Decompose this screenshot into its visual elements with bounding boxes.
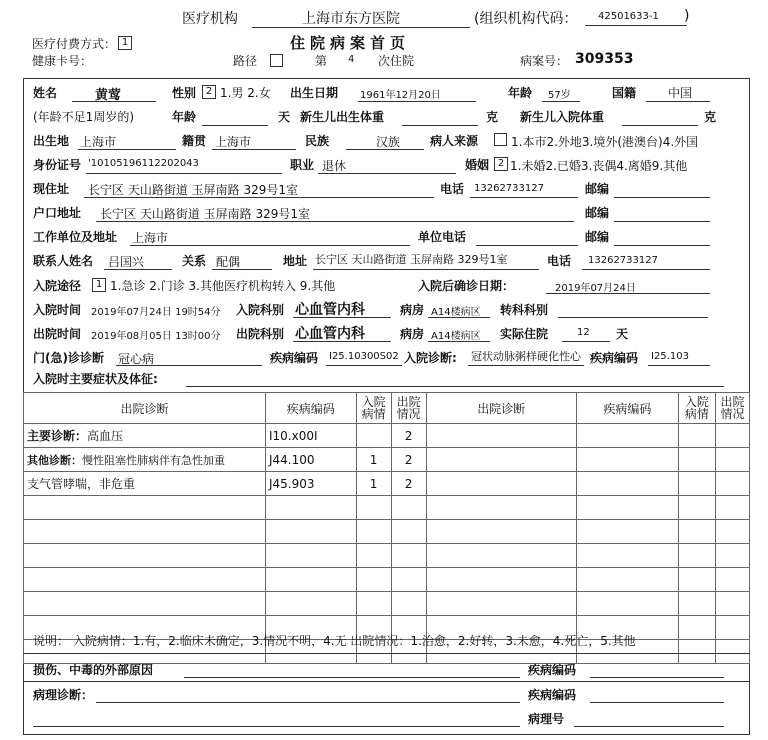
injury-label: 损伤、中毒的外部原因 xyxy=(33,663,154,677)
patient-source-options: 1.本市2.外地3.境外(港澳台)4.外国 xyxy=(511,135,699,149)
table-row-empty xyxy=(24,544,750,568)
nation-label: 国籍 xyxy=(612,86,637,100)
dx-adm xyxy=(356,424,391,448)
admission-time-label: 入院时间 xyxy=(33,303,82,317)
patient-name: 黄莺 xyxy=(95,88,122,103)
institution-label: 医疗机构 xyxy=(182,11,238,27)
marital-options: 1.未婚2.已婚3.丧偶4.离婚9.其他 xyxy=(510,159,688,173)
route-value[interactable]: 1 xyxy=(92,278,106,292)
col-dx-right: 出院诊断 xyxy=(426,393,576,424)
institution-name: 上海市东方医院 xyxy=(302,11,400,27)
dx-code: J45.903 xyxy=(266,472,357,496)
confirm-date-label: 入院后确诊日期： xyxy=(418,279,515,293)
household-value: 长宁区 天山路街道 玉屏南路 329号1室 xyxy=(100,207,310,221)
ward-label-2: 病房 xyxy=(400,327,425,341)
legend-note: 说明： 入院病情：1.有，2.临床未确定，3.情况不明，4.无 出院情况：1.治愈，2.好转，3.未愈，4.死亡，5.其他 xyxy=(33,634,636,648)
table-row xyxy=(24,424,750,448)
dx-dis: 2 xyxy=(391,472,426,496)
col-adm-right: 入院病情 xyxy=(678,393,715,424)
native-place-label: 籍贯 xyxy=(182,134,207,148)
nb-weight-unit-2: 克 xyxy=(704,110,717,124)
stay-value: 12 xyxy=(577,327,590,338)
org-code: 42501633-1 xyxy=(598,11,659,22)
ethnic-label: 民族 xyxy=(305,134,330,148)
ward-value-2: A14楼病区 xyxy=(431,331,481,342)
zip-label-2: 邮编 xyxy=(585,206,610,220)
pathology-code-label: 疾病编码 xyxy=(528,688,577,702)
table-row-empty xyxy=(24,592,750,616)
address-value: 长宁区 天山路街道 玉屏南路 329号1室 xyxy=(88,183,298,197)
col-dx-left: 出院诊断 xyxy=(24,393,266,424)
id-number: '101051961122020​43 xyxy=(88,158,199,169)
admission-seq: 4 xyxy=(348,54,355,65)
relation-label: 关系 xyxy=(182,254,207,268)
org-code-underline xyxy=(585,25,687,26)
dx-code: J44.100 xyxy=(266,448,357,472)
org-code-label: (组织机构代码： xyxy=(474,11,578,27)
zip-label-3: 邮编 xyxy=(585,230,610,244)
work-label: 工作单位及地址 xyxy=(33,230,118,244)
adm-code-label: 疾病编码 xyxy=(590,351,639,365)
route-options: 1.急诊 2.门诊 3.其他医疗机构转入 9.其他 xyxy=(110,279,336,293)
dx-dis: 2 xyxy=(391,448,426,472)
household-label: 户口地址 xyxy=(33,206,82,220)
stay-unit: 天 xyxy=(616,327,629,341)
admission-dept-label: 入院科别 xyxy=(236,303,285,317)
stay-label: 实际住院 xyxy=(500,327,549,341)
work-phone-label: 单位电话 xyxy=(418,230,467,244)
patient-source-checkbox[interactable] xyxy=(494,133,507,146)
nb-birth-weight-label: 新生儿出生体重 xyxy=(300,110,385,124)
discharge-diagnosis-table xyxy=(23,392,750,664)
patient-source-label: 病人来源 xyxy=(430,134,479,148)
page-title: 住院病案首页 xyxy=(290,34,411,52)
contact-name: 吕国兴 xyxy=(108,255,145,269)
table-header xyxy=(24,393,750,424)
dx-dis: 2 xyxy=(391,424,426,448)
col-code-right: 疾病编码 xyxy=(576,393,678,424)
id-label: 身份证号 xyxy=(33,158,82,172)
marital-value[interactable]: 2 xyxy=(494,157,508,171)
admission-dept-value: 心血管内科 xyxy=(295,302,365,318)
dx-code: I10.x00I xyxy=(266,424,357,448)
discharge-dept-label: 出院科别 xyxy=(236,327,285,341)
sex-label: 性别 xyxy=(172,86,197,100)
contact-address-value: 长宁区 天山路街道 玉屏南路 329号1室 xyxy=(315,253,508,266)
table-row-empty xyxy=(24,520,750,544)
age-label: 年龄 xyxy=(508,86,533,100)
admission-time-value: 2019年07月24日 19时54分 xyxy=(91,307,221,318)
dx-name: 慢性阻塞性肺病伴有急性加重 xyxy=(82,453,225,467)
transfer-dept-label: 转科科别 xyxy=(500,303,549,317)
birth-date: 1961年12月20日 xyxy=(360,90,441,101)
health-card-label: 健康卡号： xyxy=(32,54,93,68)
contact-phone-value: 13262733127 xyxy=(588,255,658,266)
row-label: 其他诊断： xyxy=(27,453,82,467)
infant-note: (年龄不足1周岁的) xyxy=(33,110,134,124)
er-dx-label: 门(急)诊诊断 xyxy=(33,351,104,365)
admission-seq-suffix: 次住院 xyxy=(378,54,415,68)
path-label: 路径 xyxy=(233,54,258,68)
symptom-label: 入院时主要症状及体征: xyxy=(33,372,158,386)
zip-label-1: 邮编 xyxy=(585,182,610,196)
adm-dx-value: 冠状动脉粥样硬化性心 xyxy=(471,351,581,363)
adm-dx-label: 入院诊断: xyxy=(404,351,457,365)
route-label: 入院途径 xyxy=(33,279,82,293)
discharge-time-value: 2019年08月05日 13时00分 xyxy=(91,331,221,342)
dx-adm: 1 xyxy=(356,472,391,496)
birthplace-label: 出生地 xyxy=(33,134,70,148)
org-code-close: ) xyxy=(684,8,690,24)
row-label: 主要诊断： xyxy=(27,429,88,443)
col-dis-right: 出院情况 xyxy=(715,393,749,424)
work-value: 上海市 xyxy=(132,231,169,245)
sex-options: 1.男 2.女 xyxy=(220,86,271,100)
ward-label-1: 病房 xyxy=(400,303,425,317)
injury-code-label: 疾病编码 xyxy=(528,663,577,677)
table-row-empty xyxy=(24,496,750,520)
phone-label: 电话 xyxy=(440,182,465,196)
age-value: 57岁 xyxy=(548,90,571,101)
table-row xyxy=(24,472,750,496)
nation-value: 中国 xyxy=(668,86,693,100)
infant-age-label: 年龄 xyxy=(172,110,197,124)
sex-value[interactable]: 2 xyxy=(202,85,216,99)
nb-weight-unit-1: 克 xyxy=(486,110,499,124)
table-row xyxy=(24,448,750,472)
dx-adm: 1 xyxy=(356,448,391,472)
er-code-value: I25.10300S02 xyxy=(329,351,399,362)
pay-method-value[interactable]: 1 xyxy=(118,36,132,50)
name-label: 姓名 xyxy=(33,86,58,100)
col-dis-left: 出院情况 xyxy=(391,393,426,424)
path-checkbox[interactable] xyxy=(270,54,283,67)
pathology-dx-label: 病理诊断： xyxy=(33,688,94,702)
infant-day-unit: 天 xyxy=(278,110,291,124)
ward-value-1: A14楼病区 xyxy=(431,307,481,318)
native-place-value: 上海市 xyxy=(215,135,252,149)
pay-method-label: 医疗付费方式： xyxy=(32,37,117,51)
birth-label: 出生日期 xyxy=(290,86,339,100)
relation-value: 配偶 xyxy=(216,255,241,269)
adm-code-value: I25.103 xyxy=(651,351,689,362)
ethnic-value: 汉族 xyxy=(376,135,401,149)
discharge-time-label: 出院时间 xyxy=(33,327,82,341)
pathology-no-label: 病理号 xyxy=(528,712,565,726)
job-label: 职业 xyxy=(290,158,315,172)
col-code-left: 疾病编码 xyxy=(266,393,357,424)
job-value: 退休 xyxy=(322,159,347,173)
record-no: 309353 xyxy=(575,51,634,67)
birthplace-value: 上海市 xyxy=(80,135,117,149)
er-code-label: 疾病编码 xyxy=(270,351,319,365)
contact-label: 联系人姓名 xyxy=(33,254,94,268)
contact-address-label: 地址 xyxy=(283,254,308,268)
record-no-label: 病案号： xyxy=(520,54,569,68)
discharge-dept-value: 心血管内科 xyxy=(295,326,365,342)
dx-name: 支气管哮喘，非危重 xyxy=(27,477,136,491)
phone-value: 13262733127 xyxy=(474,183,544,194)
col-adm-left: 入院病情 xyxy=(356,393,391,424)
contact-phone-label: 电话 xyxy=(547,254,572,268)
table-row-empty xyxy=(24,568,750,592)
er-dx-value: 冠心病 xyxy=(118,352,155,366)
nb-adm-weight-label: 新生儿入院体重 xyxy=(520,110,605,124)
marital-label: 婚姻 xyxy=(465,158,490,172)
confirm-date-value: 2019年07月24日 xyxy=(555,283,636,294)
dx-name: 高血压 xyxy=(87,429,124,443)
institution-underline xyxy=(252,27,470,28)
admission-seq-prefix: 第 xyxy=(315,54,328,68)
address-label: 现住址 xyxy=(33,182,70,196)
